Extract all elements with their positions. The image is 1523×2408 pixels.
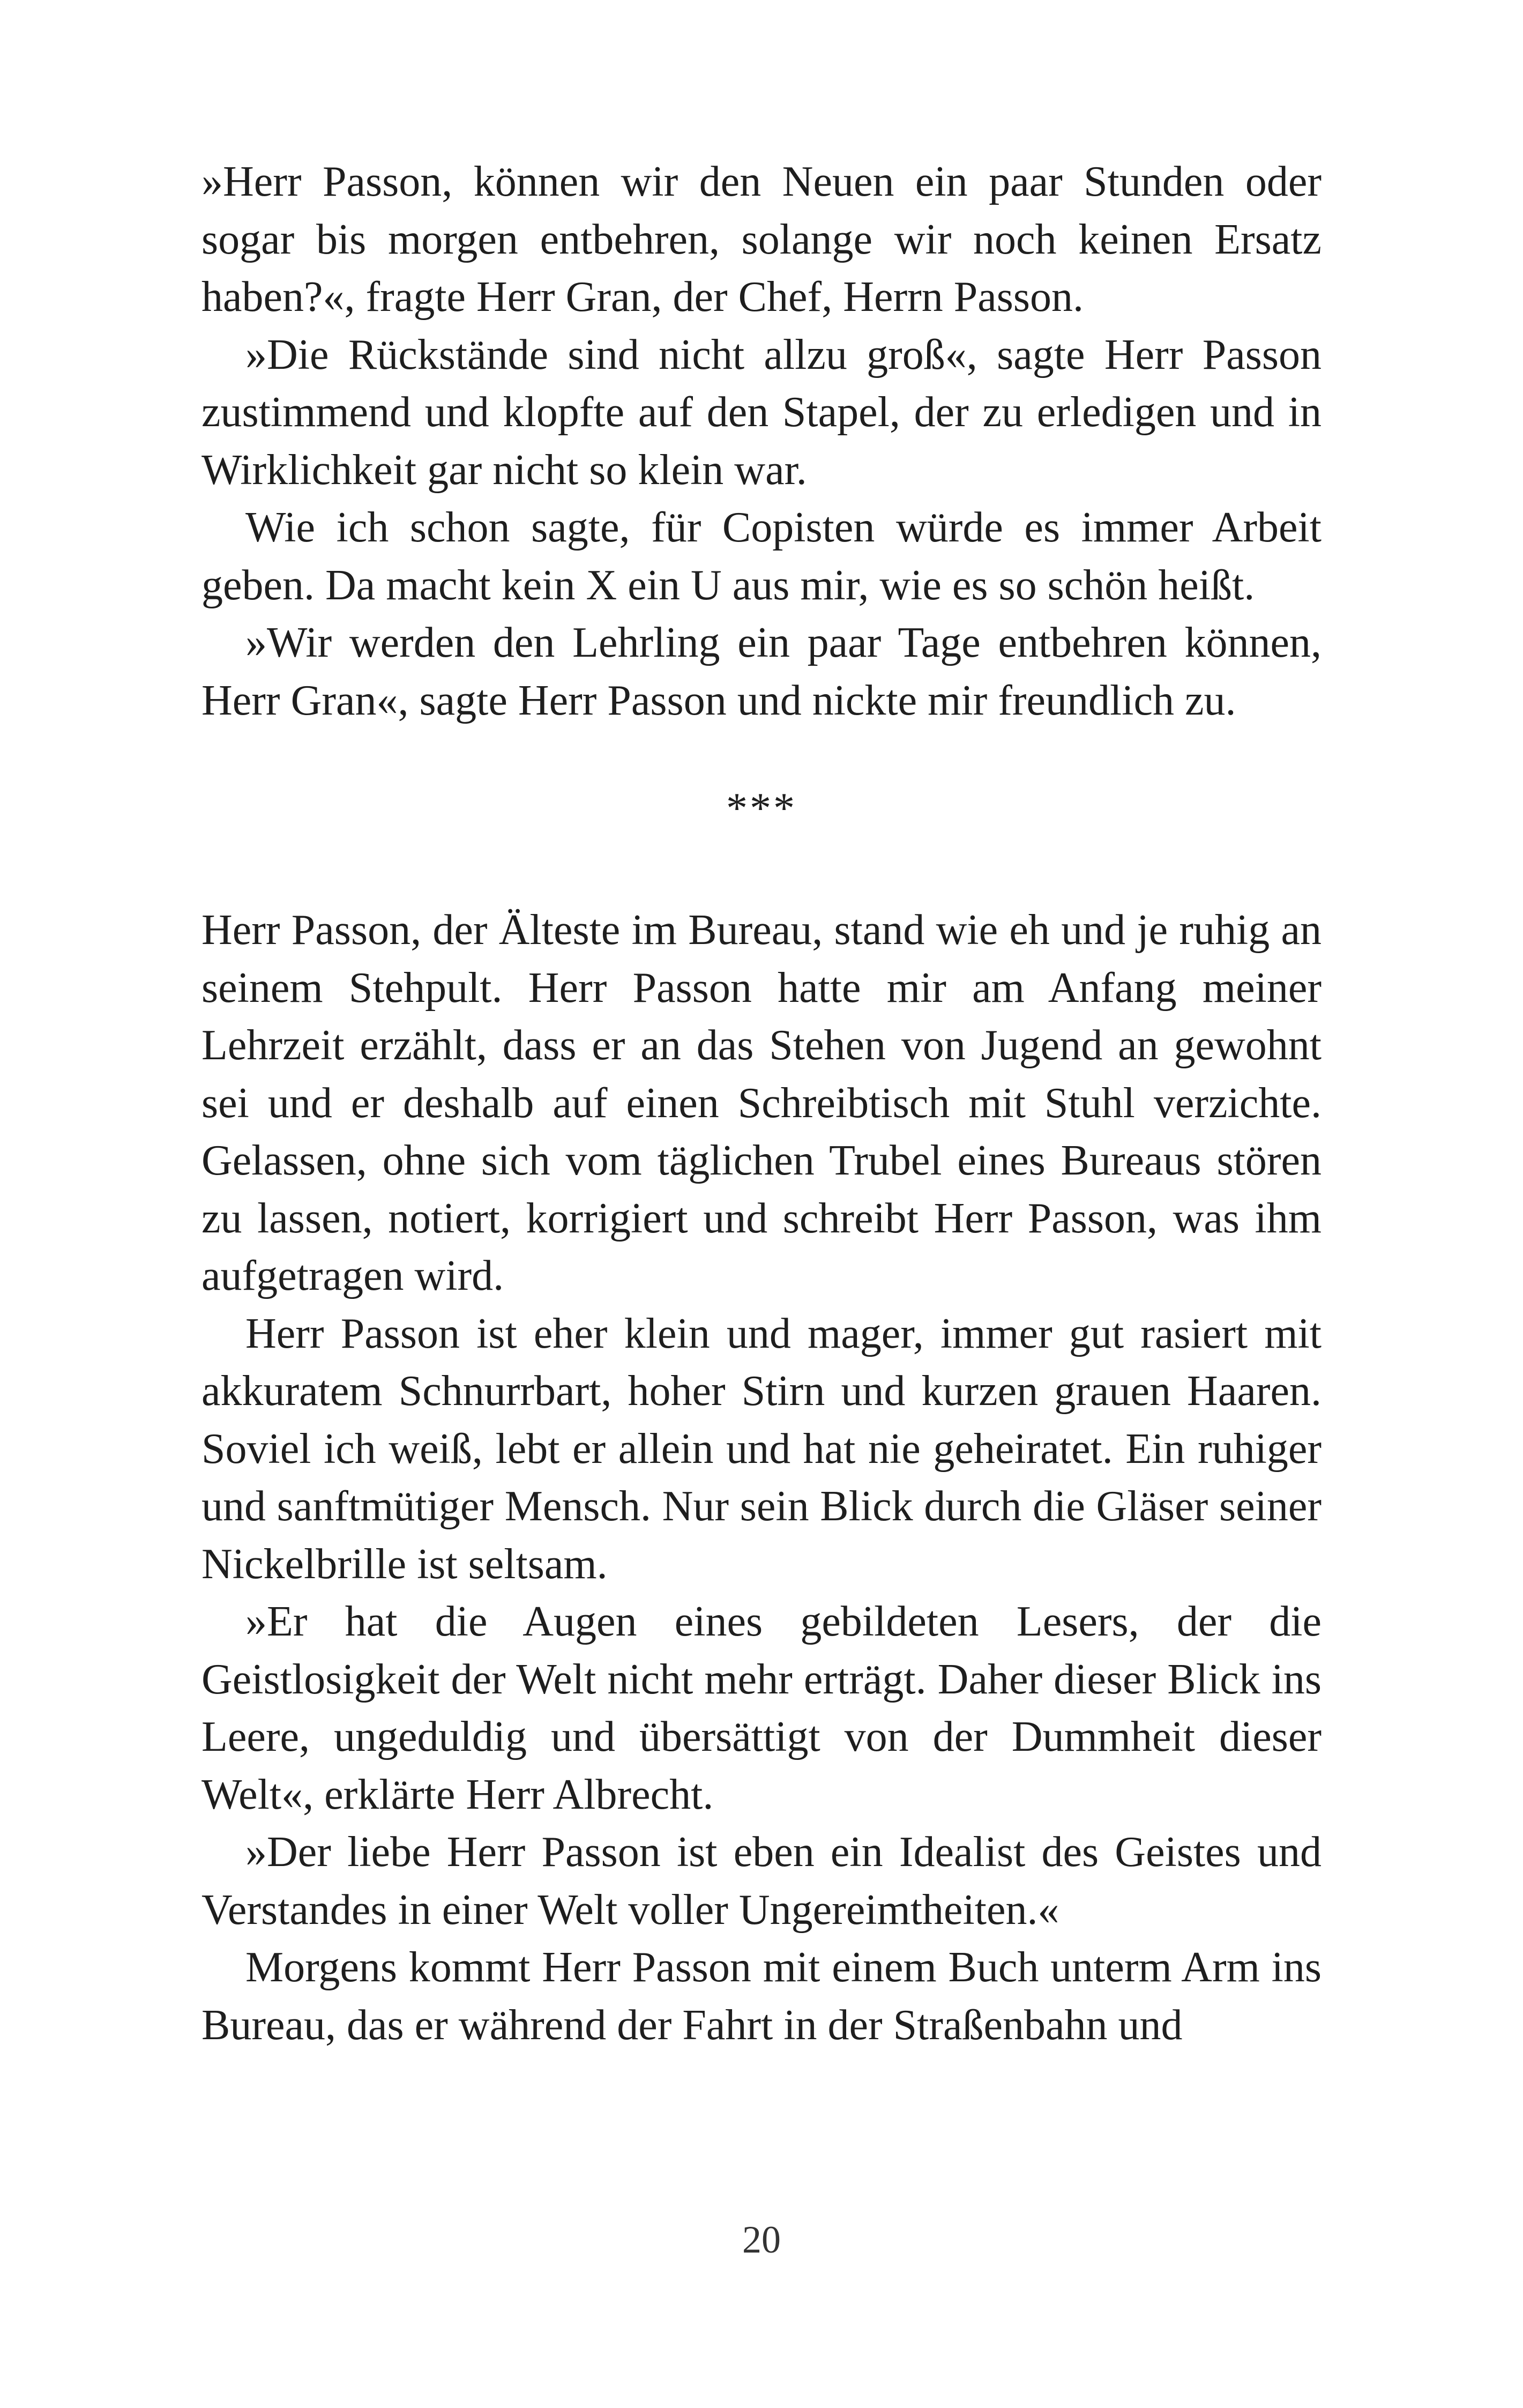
paragraph: Herr Passon ist eher klein und mager, immer gut rasiert mit akkuratem Schnurrbart, hoher Stirn und kurzen grauen Haaren. Soviel ich weiß, lebt er allein und hat nie geheiratet. Ein ruhiger und sanftmütiger Mensch. Nur sein Blick durch die Gläser seiner Nickelbrille ist seltsam. (201, 1310, 1322, 1588)
paragraph: »Herr Passon, können wir den Neuen ein paar Stunden oder sogar bis morgen entbehren, solange wir noch keinen Ersatz haben?«, fragte Herr Gran, der Chef, Herrn Passon. (201, 158, 1322, 321)
section-break-asterisks: *** (726, 785, 797, 832)
paragraph: »Er hat die Augen eines gebildeten Lesers, der die Geistlosigkeit der Welt nicht mehr erträgt. Daher dieser Blick ins Leere, ungeduldig und übersättigt von der Dummheit dieser Welt«, erklärte Herr Albrecht. (201, 1598, 1322, 1818)
paragraph: »Wir werden den Lehrling ein paar Tage entbehren können, Herr Gran«, sagte Herr Passon und nickte mir freundlich zu. (201, 619, 1322, 724)
paragraph: Wie ich schon sagte, für Copisten würde es immer Arbeit geben. Da macht kein X ein U aus mir, wie es so schön heißt. (201, 504, 1322, 609)
paragraph: »Der liebe Herr Passon ist eben ein Idealist des Geistes und Verstandes in einer Welt voller Ungereimtheiten.« (201, 1829, 1322, 1934)
text-section-2 (201, 902, 1322, 2054)
paragraph: Herr Passon, der Älteste im Bureau, stand wie eh und je ruhig an seinem Stehpult. Herr Passon hatte mir am Anfang meiner Lehrzeit erzählt, dass er an das Stehen von Jugend an gewohnt sei und er deshalb auf einen Schreibtisch mit Stuhl verzichte. Gelassen, ohne sich vom täglichen Trubel eines Bureaus stören zu lassen, notiert, korrigiert und schreibt Herr Passon, was ihm aufgetragen wird. (201, 906, 1322, 1299)
page-number: 20 (742, 2218, 781, 2261)
paragraph: »Die Rückstände sind nicht allzu groß«, sagte Herr Passon zustimmend und klopfte auf den Stapel, der zu erledigen und in Wirklichkeit gar nicht so klein war. (201, 331, 1322, 494)
paragraph: Morgens kommt Herr Passon mit einem Buch unterm Arm ins Bureau, das er während der Fahrt in der Straßenbahn und (201, 1944, 1322, 2049)
text-section-1 (201, 153, 1322, 730)
